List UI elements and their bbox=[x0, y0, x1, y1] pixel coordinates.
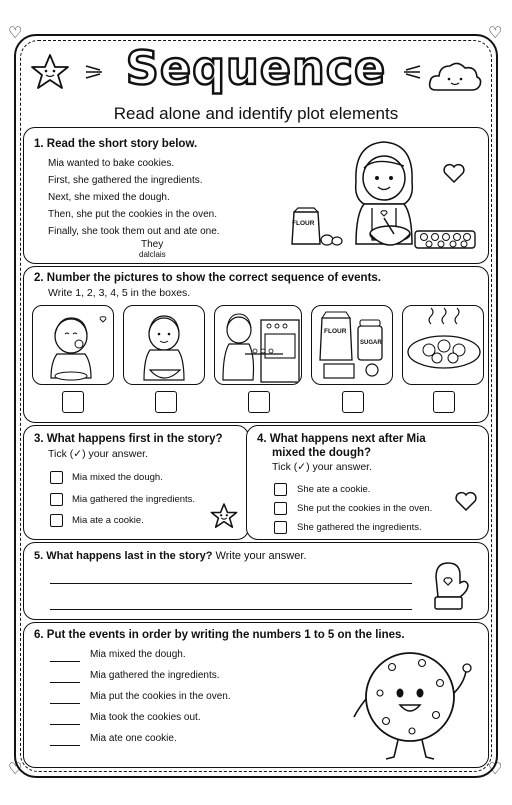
sequence-box-2[interactable] bbox=[155, 391, 177, 413]
page-subtitle: Read alone and identify plot elements bbox=[113, 104, 399, 123]
picture-oven bbox=[214, 305, 302, 385]
story-extra-text: dalclais bbox=[139, 250, 166, 259]
sequence-box-5[interactable] bbox=[433, 391, 455, 413]
story-line: Finally, she took them out and ate one. bbox=[48, 226, 220, 237]
answer-checkbox[interactable] bbox=[274, 502, 287, 515]
heart-icon bbox=[442, 162, 466, 184]
answer-checkbox[interactable] bbox=[50, 493, 63, 506]
cookie-tray-icon bbox=[414, 228, 476, 250]
section-4-heading: 4. What happens next after Mia bbox=[257, 433, 426, 445]
number-blank[interactable] bbox=[50, 703, 80, 704]
sequence-box-3[interactable] bbox=[248, 391, 270, 413]
answer-option: She gathered the ingredients. bbox=[297, 522, 422, 533]
section-3-heading: 3. What happens first in the story? bbox=[34, 433, 223, 445]
answer-checkbox[interactable] bbox=[274, 483, 287, 496]
sparkle-lines-icon bbox=[84, 62, 104, 82]
event-item: Mia ate one cookie. bbox=[90, 733, 177, 744]
oven-mitt-icon bbox=[428, 557, 470, 613]
star-icon bbox=[210, 502, 238, 530]
section-4-instruction: Tick (✓) your answer. bbox=[272, 461, 373, 473]
picture-eating-cookie bbox=[32, 305, 114, 385]
heart-icon: ♡ bbox=[8, 761, 23, 778]
section-3-instruction: Tick (✓) your answer. bbox=[48, 448, 149, 460]
heart-icon bbox=[454, 490, 478, 512]
answer-line[interactable] bbox=[50, 583, 412, 584]
order-events-section bbox=[23, 622, 489, 768]
last-event-question bbox=[23, 542, 489, 620]
answer-checkbox[interactable] bbox=[50, 514, 63, 527]
number-blank[interactable] bbox=[50, 682, 80, 683]
cookie-character-icon bbox=[340, 637, 480, 765]
flour-label: FLOUR bbox=[324, 328, 347, 335]
flour-label: FLOUR bbox=[292, 220, 315, 227]
event-item: Mia took the cookies out. bbox=[90, 712, 201, 723]
first-event-question bbox=[23, 425, 249, 540]
story-section bbox=[23, 127, 489, 264]
next-event-question bbox=[246, 425, 489, 540]
section-4-heading-cont: mixed the dough? bbox=[272, 447, 372, 459]
answer-checkbox[interactable] bbox=[50, 471, 63, 484]
section-5-heading: 5. What happens last in the story? Write your answer. bbox=[34, 550, 307, 562]
story-extra-text: They bbox=[141, 239, 164, 250]
answer-option: Mia gathered the ingredients. bbox=[72, 494, 196, 505]
story-line: First, she gathered the ingredients. bbox=[48, 175, 203, 186]
answer-option: Mia ate a cookie. bbox=[72, 515, 144, 526]
event-item: Mia gathered the ingredients. bbox=[90, 670, 220, 681]
picture-ingredients bbox=[311, 305, 393, 385]
section-1-heading: 1. Read the short story below. bbox=[34, 138, 198, 150]
picture-sequence-section bbox=[23, 266, 489, 423]
answer-option: Mia mixed the dough. bbox=[72, 472, 163, 483]
story-line: Then, she put the cookies in the oven. bbox=[48, 209, 217, 220]
section-2-heading: 2. Number the pictures to show the correct sequence of events. bbox=[34, 272, 382, 284]
sparkle-lines-icon bbox=[402, 62, 422, 82]
event-item: Mia put the cookies in the oven. bbox=[90, 691, 231, 702]
number-blank[interactable] bbox=[50, 745, 80, 746]
cloud-icon bbox=[428, 58, 482, 94]
section-2-instruction: Write 1, 2, 3, 4, 5 in the boxes. bbox=[48, 287, 191, 299]
picture-cookie-plate bbox=[402, 305, 484, 385]
sequence-box-1[interactable] bbox=[62, 391, 84, 413]
section-6-heading: 6. Put the events in order by writing the numbers 1 to 5 on the lines. bbox=[34, 629, 405, 641]
heart-icon: ♡ bbox=[488, 761, 503, 778]
story-line: Next, she mixed the dough. bbox=[48, 192, 170, 203]
heart-icon: ♡ bbox=[8, 25, 23, 42]
sequence-box-4[interactable] bbox=[342, 391, 364, 413]
answer-line[interactable] bbox=[50, 609, 412, 610]
egg-icon bbox=[320, 232, 344, 246]
answer-option: She put the cookies in the oven. bbox=[297, 503, 433, 514]
page-title: Sequence bbox=[125, 41, 387, 95]
number-blank[interactable] bbox=[50, 724, 80, 725]
picture-mixing-dough bbox=[123, 305, 205, 385]
sugar-label: SUGAR bbox=[360, 340, 382, 346]
story-line: Mia wanted to bake cookies. bbox=[48, 158, 175, 169]
event-item: Mia mixed the dough. bbox=[90, 649, 186, 660]
answer-checkbox[interactable] bbox=[274, 521, 287, 534]
heart-icon: ♡ bbox=[488, 25, 503, 42]
answer-option: She ate a cookie. bbox=[297, 484, 371, 495]
star-icon bbox=[30, 52, 70, 92]
number-blank[interactable] bbox=[50, 661, 80, 662]
